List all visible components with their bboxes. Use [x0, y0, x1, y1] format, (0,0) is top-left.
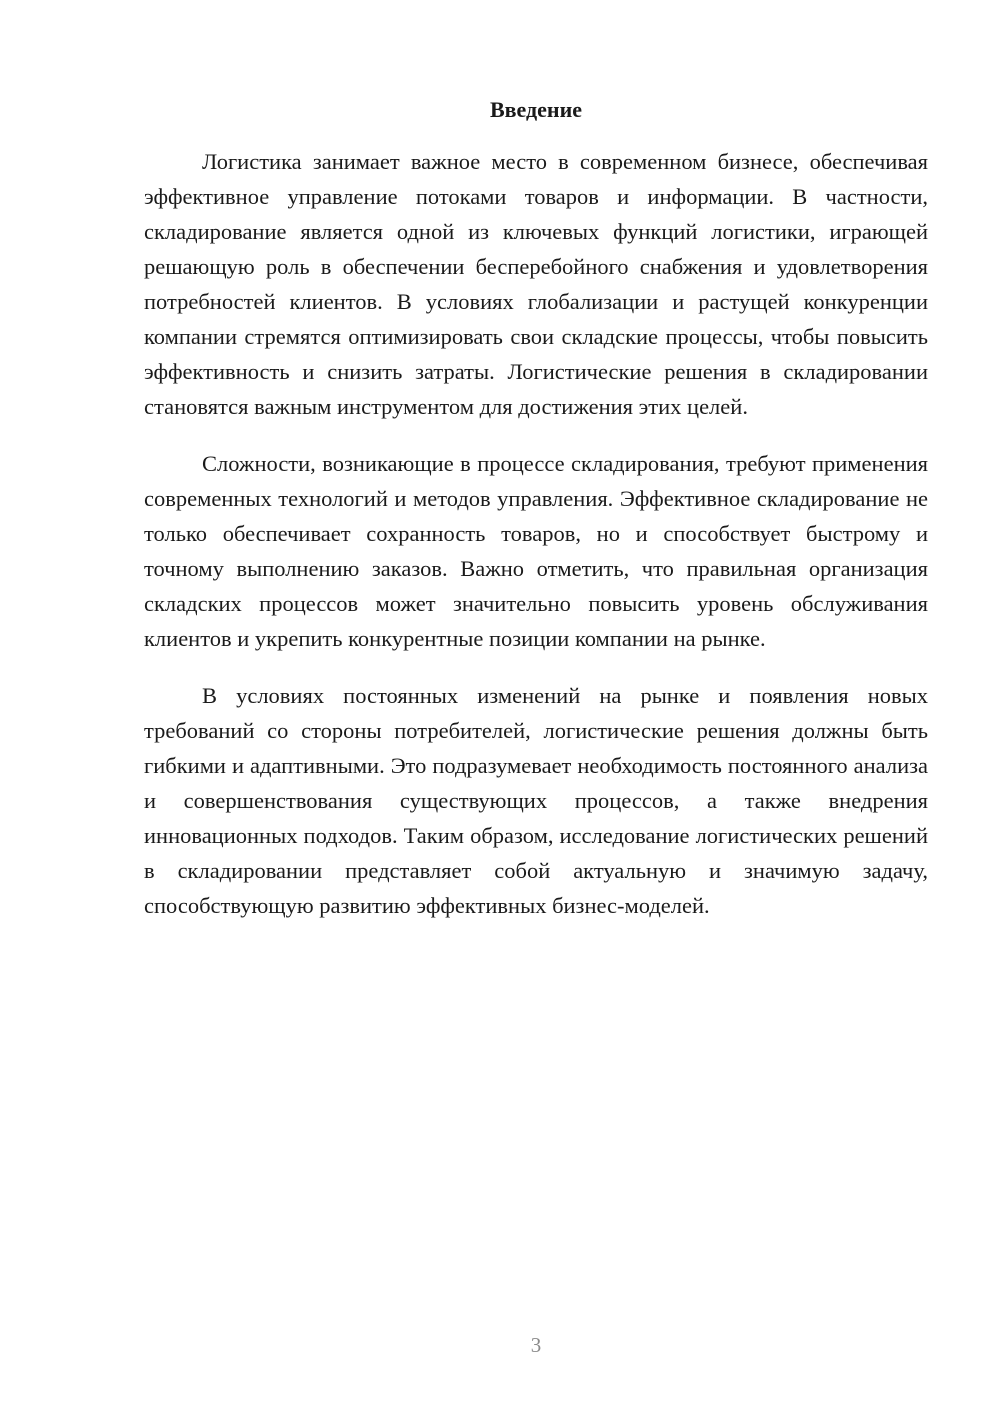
- paragraph-1: Логистика занимает важное место в современном бизнесе, обеспечивая эффективное управление потоками товаров и информации. В частности, складирование является одной из ключевых функций логистики, играющей решающую роль в обеспечении бесперебойного снабжения и удовлетворения потребностей клиентов. В условиях глобализации и растущей конкуренции компании стремятся оптимизировать свои складские процессы, чтобы повысить эффективность и снизить затраты. Логистические решения в складировании становятся важным инструментом для достижения этих целей.: [144, 149, 928, 419]
- paragraph-2: Сложности, возникающие в процессе складирования, требуют применения современных технологий и методов управления. Эффективное складирование не только обеспечивает сохранность товаров, но и способствует быстрому и точному выполнению заказов. Важно отметить, что правильная организация складских процессов может значительно повысить уровень обслуживания клиентов и укрепить конкурентные позиции компании на рынке.: [144, 451, 928, 651]
- section-heading: Введение: [489, 97, 583, 122]
- document-body: [144, 95, 928, 945]
- paragraph-3: В условиях постоянных изменений на рынке и появления новых требований со стороны потребителей, логистические решения должны быть гибкими и адаптивными. Это подразумевает необходимость постоянного анализа и совершенствования существующих процессов, а также внедрения инновационных подходов. Таким образом, исследование логистических решений в складировании представляет собой актуальную и значимую задачу, способствующую развитию эффективных бизнес-моделей.: [144, 683, 928, 918]
- page-number: 3: [530, 1333, 542, 1357]
